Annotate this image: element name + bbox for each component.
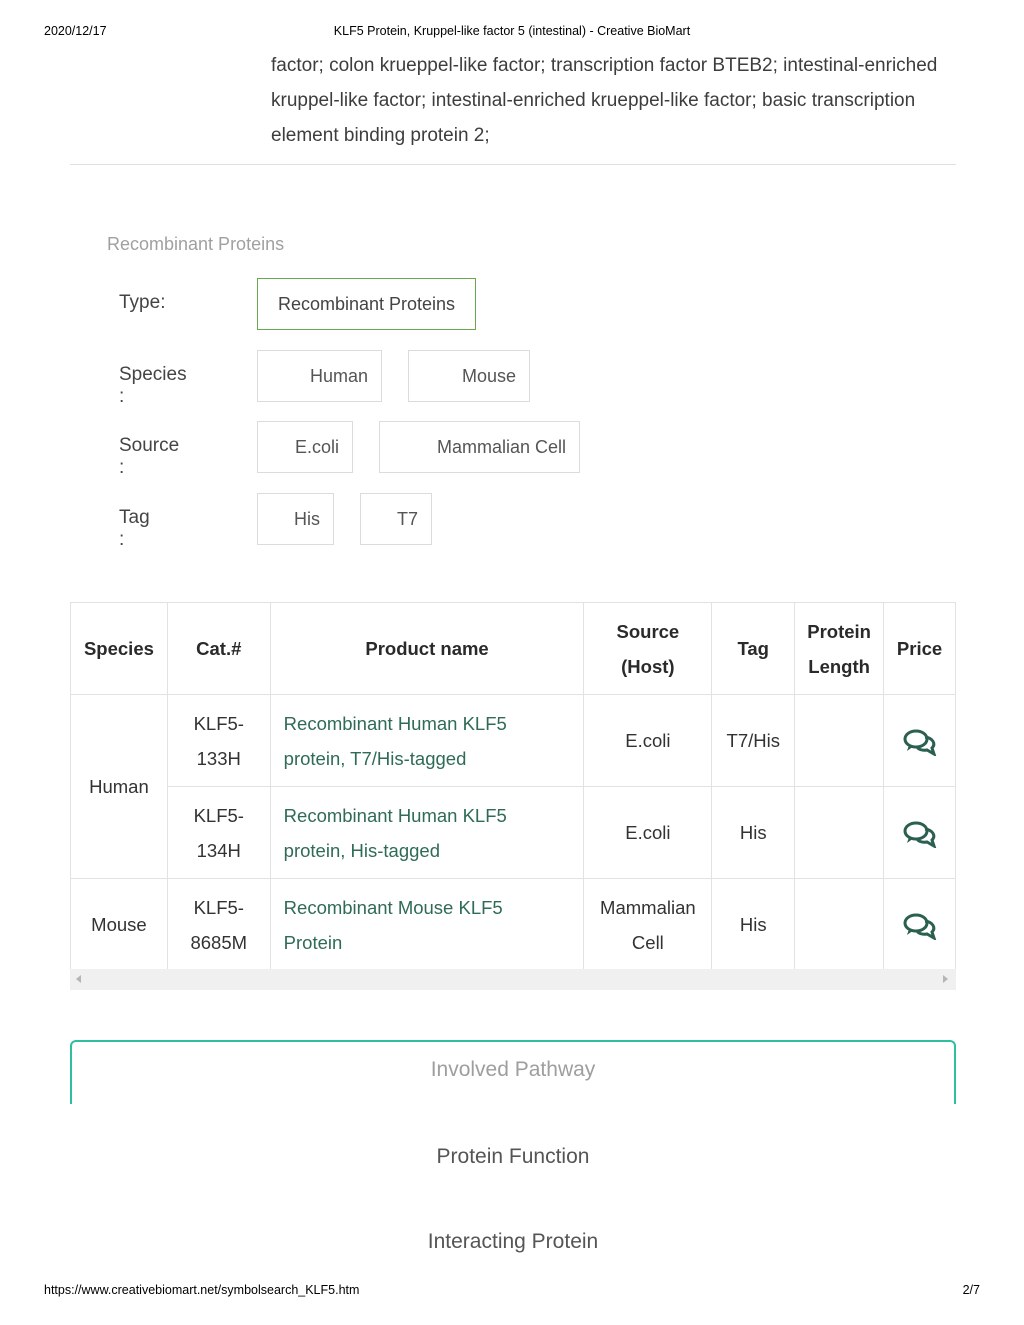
horizontal-scrollbar[interactable] xyxy=(70,969,956,990)
tag-cell: T7/His xyxy=(712,695,795,787)
tab-interacting-protein[interactable]: Interacting Protein xyxy=(427,1230,599,1253)
length-cell xyxy=(795,787,884,879)
chat-bubbles-icon[interactable] xyxy=(903,820,937,848)
length-cell xyxy=(795,695,884,787)
header-protein-length-text: Protein Length xyxy=(807,620,871,677)
print-footer xyxy=(44,1283,980,1301)
filter-label-type: Type: xyxy=(119,292,166,313)
header-cat: Cat.# xyxy=(167,603,270,695)
print-url: https://www.creativebiomart.net/symbolsearch_KLF5.htm xyxy=(44,1283,360,1297)
header-protein-length xyxy=(795,603,884,695)
chat-bubbles-icon[interactable] xyxy=(903,912,937,940)
species-cell: Mouse xyxy=(71,879,168,971)
table-header-row xyxy=(71,603,956,695)
product-link[interactable]: Recombinant Human KLF5 protein, T7/His-tagged xyxy=(283,712,507,769)
header-price: Price xyxy=(884,603,956,695)
print-page-number: 2/7 xyxy=(962,1283,980,1297)
chip-human[interactable]: Human xyxy=(257,350,382,402)
tab-protein-function[interactable]: Protein Function xyxy=(436,1145,590,1168)
print-title: KLF5 Protein, Kruppel-like factor 5 (intestinal) - Creative BioMart xyxy=(333,24,691,38)
print-header xyxy=(44,24,980,42)
header-source-host-text: Source (Host) xyxy=(616,620,680,677)
chip-mammalian-cell[interactable]: Mammalian Cell xyxy=(379,421,580,473)
filter-label-species: Species : xyxy=(119,364,187,407)
product-cell xyxy=(270,695,584,787)
product-cell xyxy=(270,879,584,971)
tab-involved-pathway[interactable]: Involved Pathway xyxy=(430,1058,596,1081)
section-label: Recombinant Proteins xyxy=(107,234,285,254)
cat-cell xyxy=(167,787,270,879)
chip-ecoli[interactable]: E.coli xyxy=(257,421,353,473)
cat-text: KLF5-134H xyxy=(193,804,244,861)
header-source-host xyxy=(584,603,712,695)
products-table xyxy=(70,602,956,971)
header-tag: Tag xyxy=(712,603,795,695)
source-text: Mammalian Cell xyxy=(600,896,696,953)
product-link[interactable]: Recombinant Human KLF5 protein, His-tagged xyxy=(283,804,507,861)
chat-bubbles-icon[interactable] xyxy=(903,728,937,756)
tag-cell: His xyxy=(712,787,795,879)
cat-text: KLF5-8685M xyxy=(190,896,248,953)
source-cell: E.coli xyxy=(584,695,712,787)
header-species: Species xyxy=(71,603,168,695)
cat-text: KLF5-133H xyxy=(193,712,244,769)
scroll-right-icon[interactable] xyxy=(943,975,948,983)
filter-label-tag: Tag : xyxy=(119,507,150,550)
table-row xyxy=(71,695,956,787)
table-row xyxy=(71,879,956,971)
source-cell: E.coli xyxy=(584,787,712,879)
source-cell xyxy=(584,879,712,971)
price-cell xyxy=(884,695,956,787)
product-link[interactable]: Recombinant Mouse KLF5 Protein xyxy=(283,896,503,953)
cat-cell xyxy=(167,879,270,971)
synonyms-text: factor; colon krueppel-like factor; transcription factor BTEB2; intestinal-enriched kruppel-like factor; intestinal-enriched krueppel-like factor; basic transcription element binding protein 2; xyxy=(271,55,938,146)
price-cell xyxy=(884,879,956,971)
chip-t7[interactable]: T7 xyxy=(360,493,432,545)
price-cell xyxy=(884,787,956,879)
table-row xyxy=(71,787,956,879)
chip-his[interactable]: His xyxy=(257,493,334,545)
filter-label-source: Source : xyxy=(119,435,180,478)
print-date: 2020/12/17 xyxy=(44,24,107,38)
product-cell xyxy=(270,787,584,879)
header-product-name: Product name xyxy=(270,603,584,695)
chip-mouse[interactable]: Mouse xyxy=(408,350,530,402)
tag-cell: His xyxy=(712,879,795,971)
length-cell xyxy=(795,879,884,971)
divider xyxy=(70,164,956,165)
scroll-left-icon[interactable] xyxy=(76,975,81,983)
species-cell: Human xyxy=(71,695,168,879)
chip-recombinant-proteins[interactable]: Recombinant Proteins xyxy=(257,278,476,330)
cat-cell xyxy=(167,695,270,787)
